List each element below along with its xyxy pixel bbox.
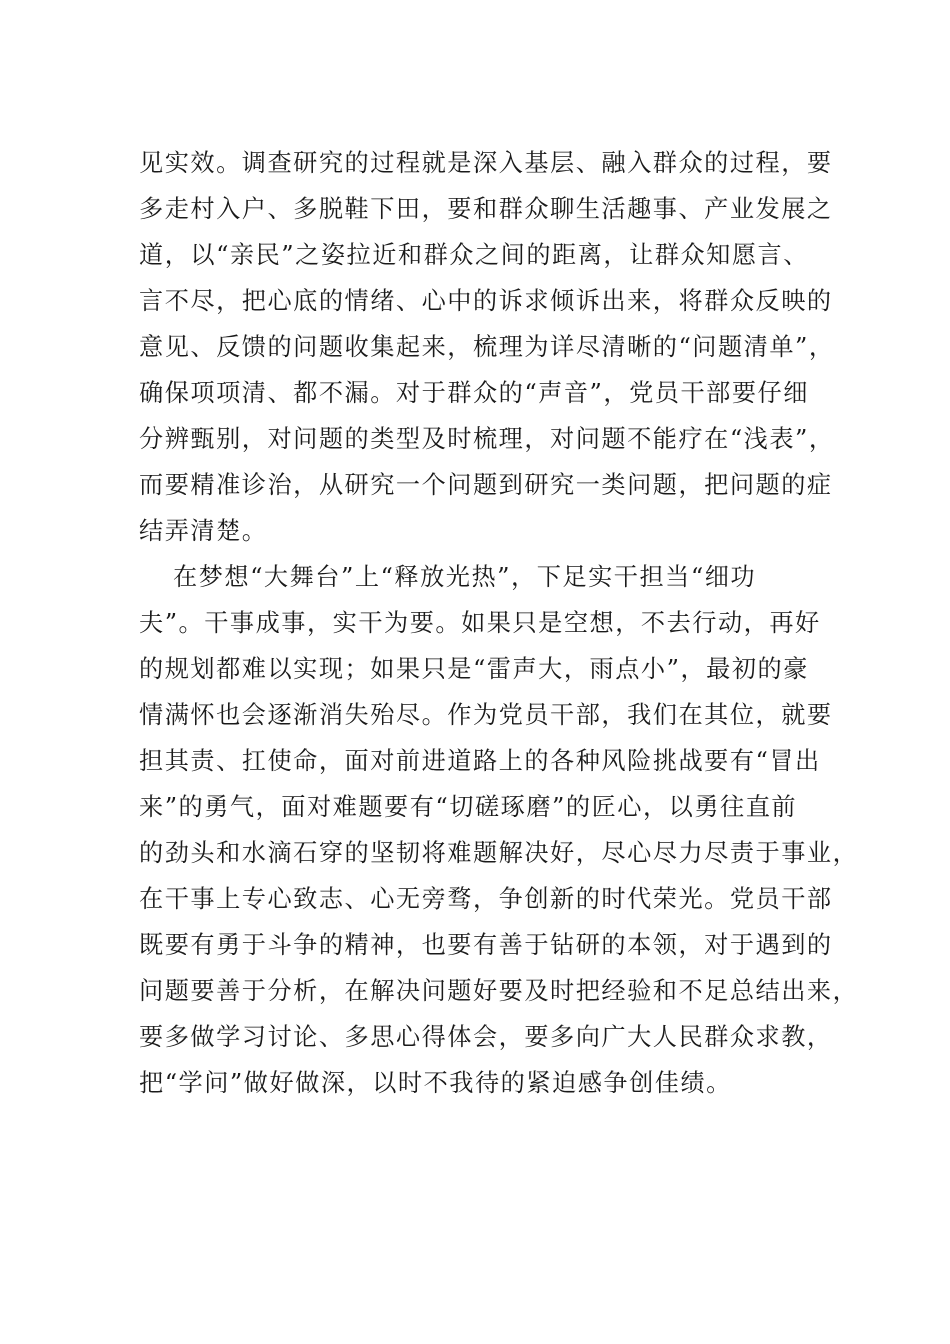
text-line: 道，以“亲民”之姿拉近和群众之间的距离，让群众知愿言、 (139, 241, 809, 269)
text-line: 分辨甄别，对问题的类型及时梳理，对问题不能疗在“浅表”， (139, 425, 835, 453)
text-line: 的劲头和水滴石穿的坚韧将难题解决好，尽心尽力尽责于事业， (139, 839, 859, 867)
text-line: 问题要善于分析，在解决问题好要及时把经验和不足总结出来， (139, 977, 859, 1005)
paragraph (139, 140, 839, 554)
text-line: 言不尽，把心底的情绪、心中的诉求倾诉出来，将群众反映的 (139, 287, 833, 315)
text-line: 的规划都难以实现；如果只是“雷声大，雨点小”，最初的豪 (139, 655, 809, 683)
text-line: 确保项项清、都不漏。对于群众的“声音”，党员干部要仔细 (139, 379, 809, 407)
text-line: 意见、反馈的问题收集起来，梳理为详尽清晰的“问题清单”， (139, 333, 835, 361)
text-line: 结弄清楚。 (139, 517, 268, 545)
text-line: 要多做学习讨论、多思心得体会，要多向广大人民群众求教， (139, 1023, 833, 1051)
text-line: 在梦想“大舞台”上“释放光热”，下足实干担当“细功 (173, 563, 757, 591)
text-line: 夫”。干事成事，实干为要。如果只是空想，不去行动，再好 (139, 609, 821, 637)
text-line: 来”的勇气，面对难题要有“切磋琢磨”的匠心，以勇往直前 (139, 793, 798, 821)
text-line: 情满怀也会逐渐消失殆尽。作为党员干部，我们在其位，就要 (139, 701, 833, 729)
text-line: 把“学问”做好做深，以时不我待的紧迫感争创佳绩。 (139, 1069, 732, 1097)
text-line: 而要精准诊治，从研究一个问题到研究一类问题，把问题的症 (139, 471, 833, 499)
paragraph (139, 554, 859, 1106)
text-line: 既要有勇于斗争的精神，也要有善于钻研的本领，对于遇到的 (139, 931, 833, 959)
text-line: 担其责、扛使命，面对前进道路上的各种风险挑战要有“冒出 (139, 747, 821, 775)
text-line: 见实效。调查研究的过程就是深入基层、融入群众的过程，要 (139, 149, 833, 177)
text-line: 多走村入户、多脱鞋下田，要和群众聊生活趣事、产业发展之 (139, 195, 833, 223)
document-body (139, 140, 859, 1106)
text-line: 在干事上专心致志、心无旁骛，争创新的时代荣光。党员干部 (139, 885, 833, 913)
